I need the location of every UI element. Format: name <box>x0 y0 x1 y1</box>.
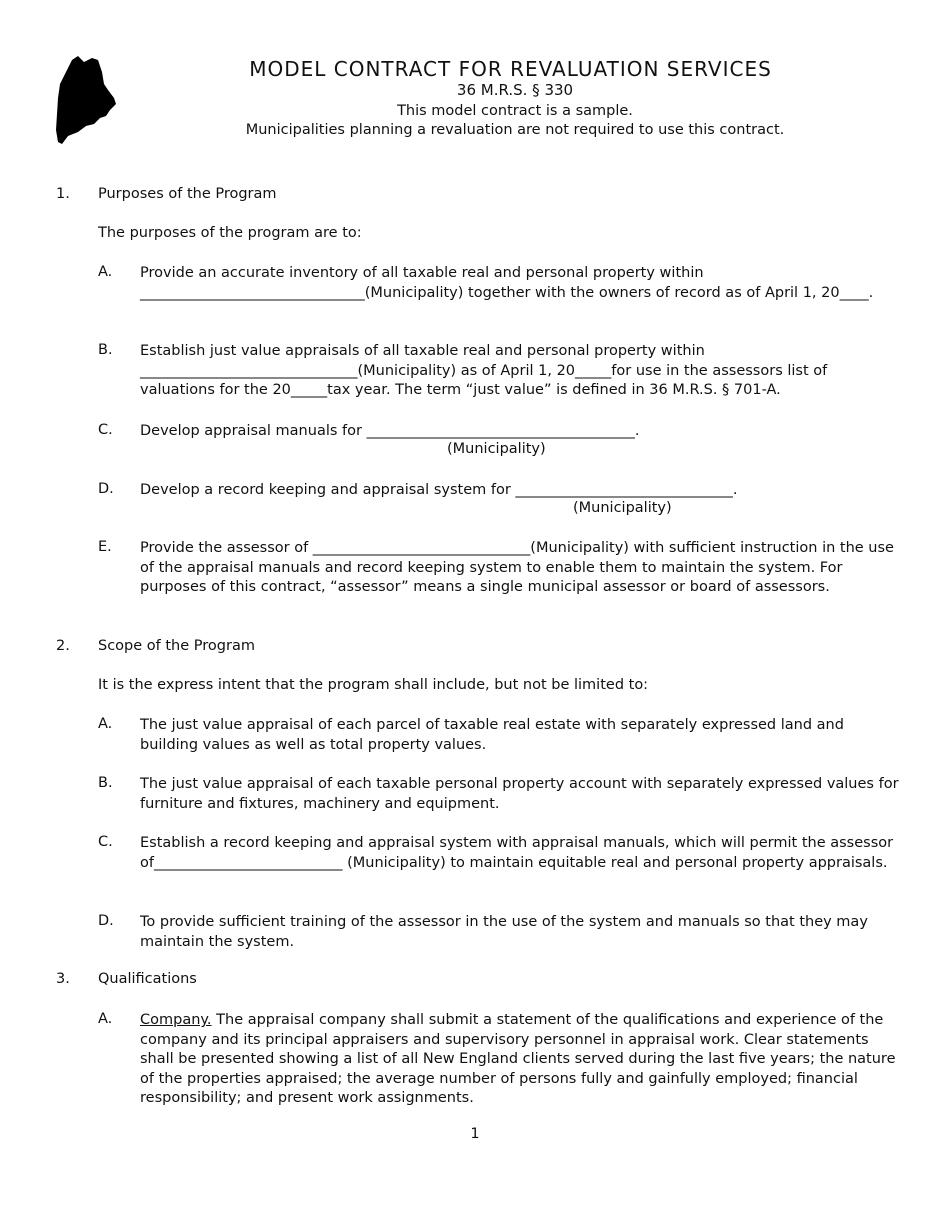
item-letter: A. <box>98 1011 113 1027</box>
usage-note: Municipalities planning a revaluation are not required to use this contract. <box>245 122 785 138</box>
item-text: Develop a record keeping and appraisal system for ______________________________. <box>140 482 738 498</box>
item-text: Develop appraisal manuals for _____________________________________. <box>140 423 640 439</box>
item-text: Provide the assessor of ______________________________(Municipality) with sufficient instruction in the use of the appraisal manuals and record keeping system to enable them to maintain the system. For purposes of this contract, “assessor” means a single municipal assessor or board of assessors. <box>140 540 894 595</box>
item-letter: E. <box>98 539 112 555</box>
maine-state-silhouette-icon <box>54 54 118 146</box>
sample-note: This model contract is a sample. <box>397 103 633 119</box>
section-number: 1. <box>56 186 70 202</box>
item-text: Provide an accurate inventory of all taxable real and personal property within _______________________________(Municipality) together with the owners of record as of April 1, 20____. <box>140 265 874 301</box>
item-body: The appraisal company shall submit a statement of the qualifications and experience of the company and its principal appraisers and supervisory personnel in appraisal work. Clear statements shall be presented showing a list of all New England clients served during the last five years; the nature of the properties appraised; the average number of persons fully and gainfully employed; financial responsibility; and present work assignments. <box>140 1012 896 1106</box>
item-letter: A. <box>98 716 113 732</box>
item-letter: C. <box>98 422 113 438</box>
item-text: The just value appraisal of each parcel of taxable real estate with separately expressed land and building values as well as total property values. <box>140 717 844 753</box>
section-heading: Qualifications <box>98 971 197 987</box>
item-letter: B. <box>98 775 113 791</box>
item-letter: B. <box>98 342 113 358</box>
section-heading: Purposes of the Program <box>98 186 277 202</box>
statute-reference: 36 M.R.S. § 330 <box>456 81 574 99</box>
item-lead-term: Company. <box>140 1012 212 1028</box>
section-intro: The purposes of the program are to: <box>98 225 362 241</box>
item-letter: D. <box>98 481 114 497</box>
section-heading: Scope of the Program <box>98 638 255 654</box>
field-caption: (Municipality) <box>447 441 546 457</box>
item-text: Establish a record keeping and appraisal system with appraisal manuals, which will permit the assessor of__________________________ (Municipality) to maintain equitable real and personal property appraisals. <box>140 835 894 871</box>
item-text: The just value appraisal of each taxable personal property account with separately expressed values for furniture and fixtures, machinery and equipment. <box>140 776 899 812</box>
item-letter: D. <box>98 913 114 929</box>
section-number: 2. <box>56 638 70 654</box>
page-title: MODEL CONTRACT FOR REVALUATION SERVICES <box>249 57 772 81</box>
item-letter: C. <box>98 834 113 850</box>
item-text <box>140 1011 900 1109</box>
field-caption: (Municipality) <box>573 500 672 516</box>
item-letter: A. <box>98 264 113 280</box>
item-text: Establish just value appraisals of all taxable real and personal property within ______________________________(Municipality) as of April 1, 20_____for use in the assessors list of valuations for the 20_____tax year. The term “just value” is defined in 36 M.R.S. § 701-A. <box>140 343 828 398</box>
section-number: 3. <box>56 971 70 987</box>
item-text: To provide sufficient training of the assessor in the use of the system and manuals so that they may maintain the system. <box>140 914 868 950</box>
section-intro: It is the express intent that the program shall include, but not be limited to: <box>98 677 649 693</box>
page-number: 1 <box>470 1126 480 1142</box>
